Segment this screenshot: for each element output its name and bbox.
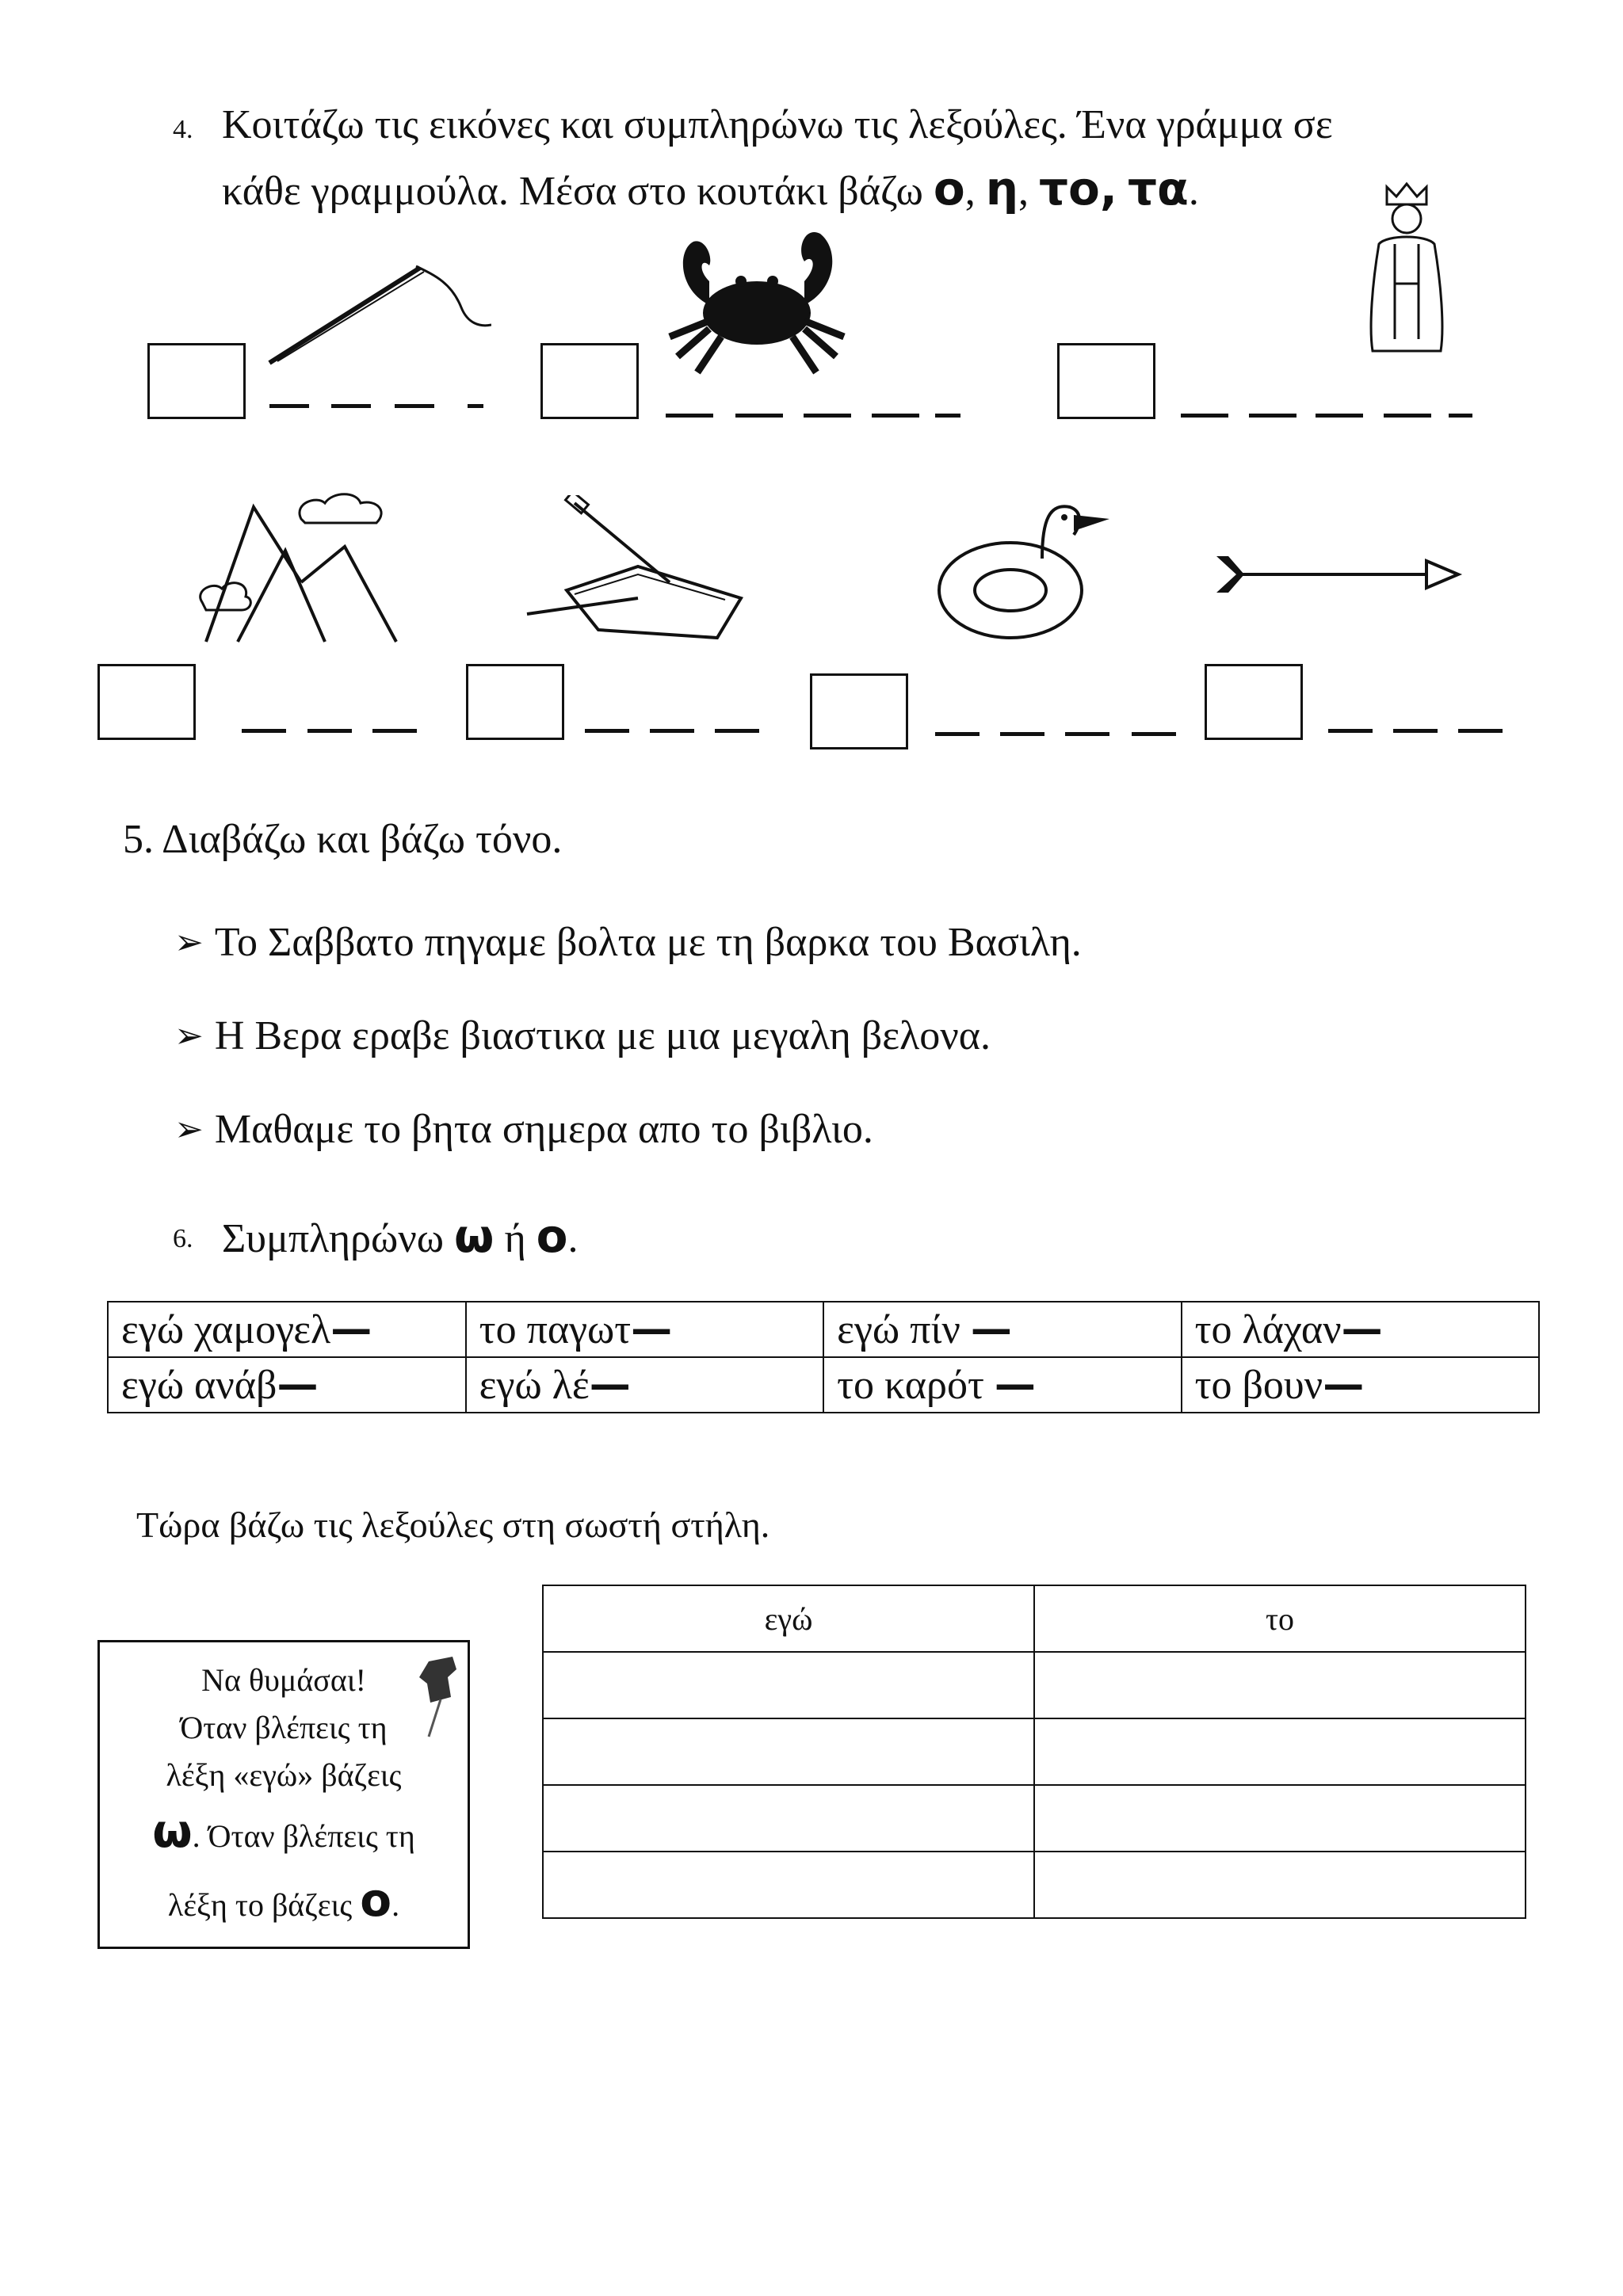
- letter-blank[interactable]: [307, 729, 352, 733]
- bullet-arrow-icon: ➢: [174, 922, 204, 963]
- bullet-arrow-icon: ➢: [174, 1016, 204, 1056]
- fill-cell[interactable]: το παγωτ—: [466, 1302, 823, 1357]
- q5-sentence: ➢ Μαθαμε το βητα σημερα απο το βιβλιο.: [174, 1107, 873, 1152]
- letter-blank[interactable]: [666, 414, 713, 418]
- letter-blank[interactable]: [242, 729, 286, 733]
- article-o: ο: [933, 162, 965, 215]
- article-box-mountains[interactable]: [97, 664, 196, 740]
- letter-blank[interactable]: [1458, 729, 1503, 733]
- crab-icon: [662, 218, 852, 376]
- letter-blank[interactable]: [650, 729, 694, 733]
- needle-icon: [254, 252, 491, 371]
- article-box-crab[interactable]: [540, 343, 639, 419]
- fill-cell[interactable]: εγώ χαμογελ—: [108, 1302, 466, 1357]
- letter-blank[interactable]: [1065, 732, 1109, 736]
- article-box-float[interactable]: [810, 673, 908, 749]
- letter-omega: ω: [454, 1209, 495, 1263]
- sort-cell[interactable]: [543, 1718, 1034, 1785]
- sort-instruction: Τώρα βάζω τις λεξούλες στη σωστή στήλη.: [136, 1505, 770, 1545]
- article-ta: τα: [1127, 162, 1189, 215]
- note-line: Να θυμάσαι!: [201, 1662, 366, 1698]
- fill-cell[interactable]: εγώ ανάβ—: [108, 1357, 466, 1413]
- letter-blank[interactable]: [1132, 732, 1176, 736]
- letter-blank[interactable]: [269, 404, 309, 408]
- note-line: λέξη «εγώ» βάζεις: [166, 1757, 402, 1793]
- fill-cell[interactable]: το λάχαν—: [1182, 1302, 1539, 1357]
- column-header-ego: εγώ: [543, 1585, 1034, 1652]
- fill-cell[interactable]: εγώ πίν —: [823, 1302, 1181, 1357]
- fill-cell[interactable]: το βουν—: [1182, 1357, 1539, 1413]
- bullet-arrow-icon: ➢: [174, 1109, 204, 1150]
- letter-blank[interactable]: [1328, 729, 1373, 733]
- note-line: Όταν βλέπεις τη: [180, 1710, 388, 1745]
- letter-blank[interactable]: [735, 414, 783, 418]
- letter-omicron: ο: [536, 1209, 568, 1263]
- letter-blank[interactable]: [1393, 729, 1438, 733]
- q5-sentence: ➢ Το Σαββατο πηγαμε βολτα με τη βαρκα του Βασιλη.: [174, 920, 1082, 965]
- q4-line1: Κοιτάζω τις εικόνες και συμπληρώνω τις λεξούλες. Ένα γράμμα σε: [222, 102, 1333, 147]
- article-box-arrow[interactable]: [1205, 664, 1303, 740]
- sort-cell[interactable]: [1034, 1852, 1526, 1918]
- column-header-to: το: [1034, 1585, 1526, 1652]
- note-line: ω. Όταν βλέπεις τη: [152, 1804, 415, 1858]
- letter-blank[interactable]: [585, 729, 629, 733]
- king-icon: [1363, 181, 1450, 355]
- q4-number: 4.: [173, 115, 193, 144]
- article-i: η: [985, 162, 1019, 215]
- letter-blank[interactable]: [872, 414, 919, 418]
- q4-line2-text: κάθε γραμμούλα. Μέσα στο κουτάκι βάζω: [222, 169, 923, 214]
- letter-blank[interactable]: [1384, 414, 1431, 418]
- sort-cell[interactable]: [543, 1785, 1034, 1852]
- q6-title: Συμπληρώνω ω ή ο.: [222, 1209, 579, 1263]
- fill-cell[interactable]: εγώ λέ—: [466, 1357, 823, 1413]
- letter-blank[interactable]: [331, 404, 371, 408]
- sort-cell[interactable]: [1034, 1652, 1526, 1718]
- fill-table: [107, 1301, 1540, 1413]
- sort-cell[interactable]: [543, 1652, 1034, 1718]
- letter-blank[interactable]: [1249, 414, 1296, 418]
- boat-icon: [519, 495, 749, 646]
- sort-cell[interactable]: [543, 1852, 1034, 1918]
- duck-float-icon: [931, 487, 1121, 646]
- reminder-note: [97, 1640, 470, 1949]
- pushpin-icon: [413, 1653, 468, 1741]
- sort-cell[interactable]: [1034, 1718, 1526, 1785]
- letter-blank[interactable]: [1316, 414, 1363, 418]
- arrow-icon: [1212, 547, 1466, 602]
- letter-blank[interactable]: [395, 404, 434, 408]
- fill-cell[interactable]: το καρότ —: [823, 1357, 1181, 1413]
- article-box-needle[interactable]: [147, 343, 246, 419]
- article-box-king[interactable]: [1057, 343, 1155, 419]
- letter-blank[interactable]: [372, 729, 417, 733]
- letter-blank[interactable]: [1181, 414, 1228, 418]
- letter-blank[interactable]: [1000, 732, 1044, 736]
- sort-table: [542, 1585, 1526, 1919]
- note-line: λέξη το βάζεις ο.: [167, 1873, 400, 1927]
- sort-cell[interactable]: [1034, 1785, 1526, 1852]
- q4-line2: κάθε γραμμούλα. Μέσα στο κουτάκι βάζω ο, η, το, τα.: [222, 162, 1199, 215]
- letter-blank[interactable]: [804, 414, 851, 418]
- mountains-icon: [190, 487, 428, 646]
- letter-blank[interactable]: [468, 404, 483, 408]
- q6-number: 6.: [173, 1224, 193, 1253]
- letter-blank[interactable]: [715, 729, 759, 733]
- letter-blank[interactable]: [935, 414, 960, 418]
- q5-title: 5. Διαβάζω και βάζω τόνο.: [123, 817, 563, 862]
- article-to: το,: [1039, 162, 1117, 215]
- article-box-boat[interactable]: [466, 664, 564, 740]
- q5-sentence: ➢ Η Βερα εραβε βιαστικα με μια μεγαλη βελονα.: [174, 1013, 991, 1058]
- letter-blank[interactable]: [935, 732, 980, 736]
- letter-blank[interactable]: [1449, 414, 1472, 418]
